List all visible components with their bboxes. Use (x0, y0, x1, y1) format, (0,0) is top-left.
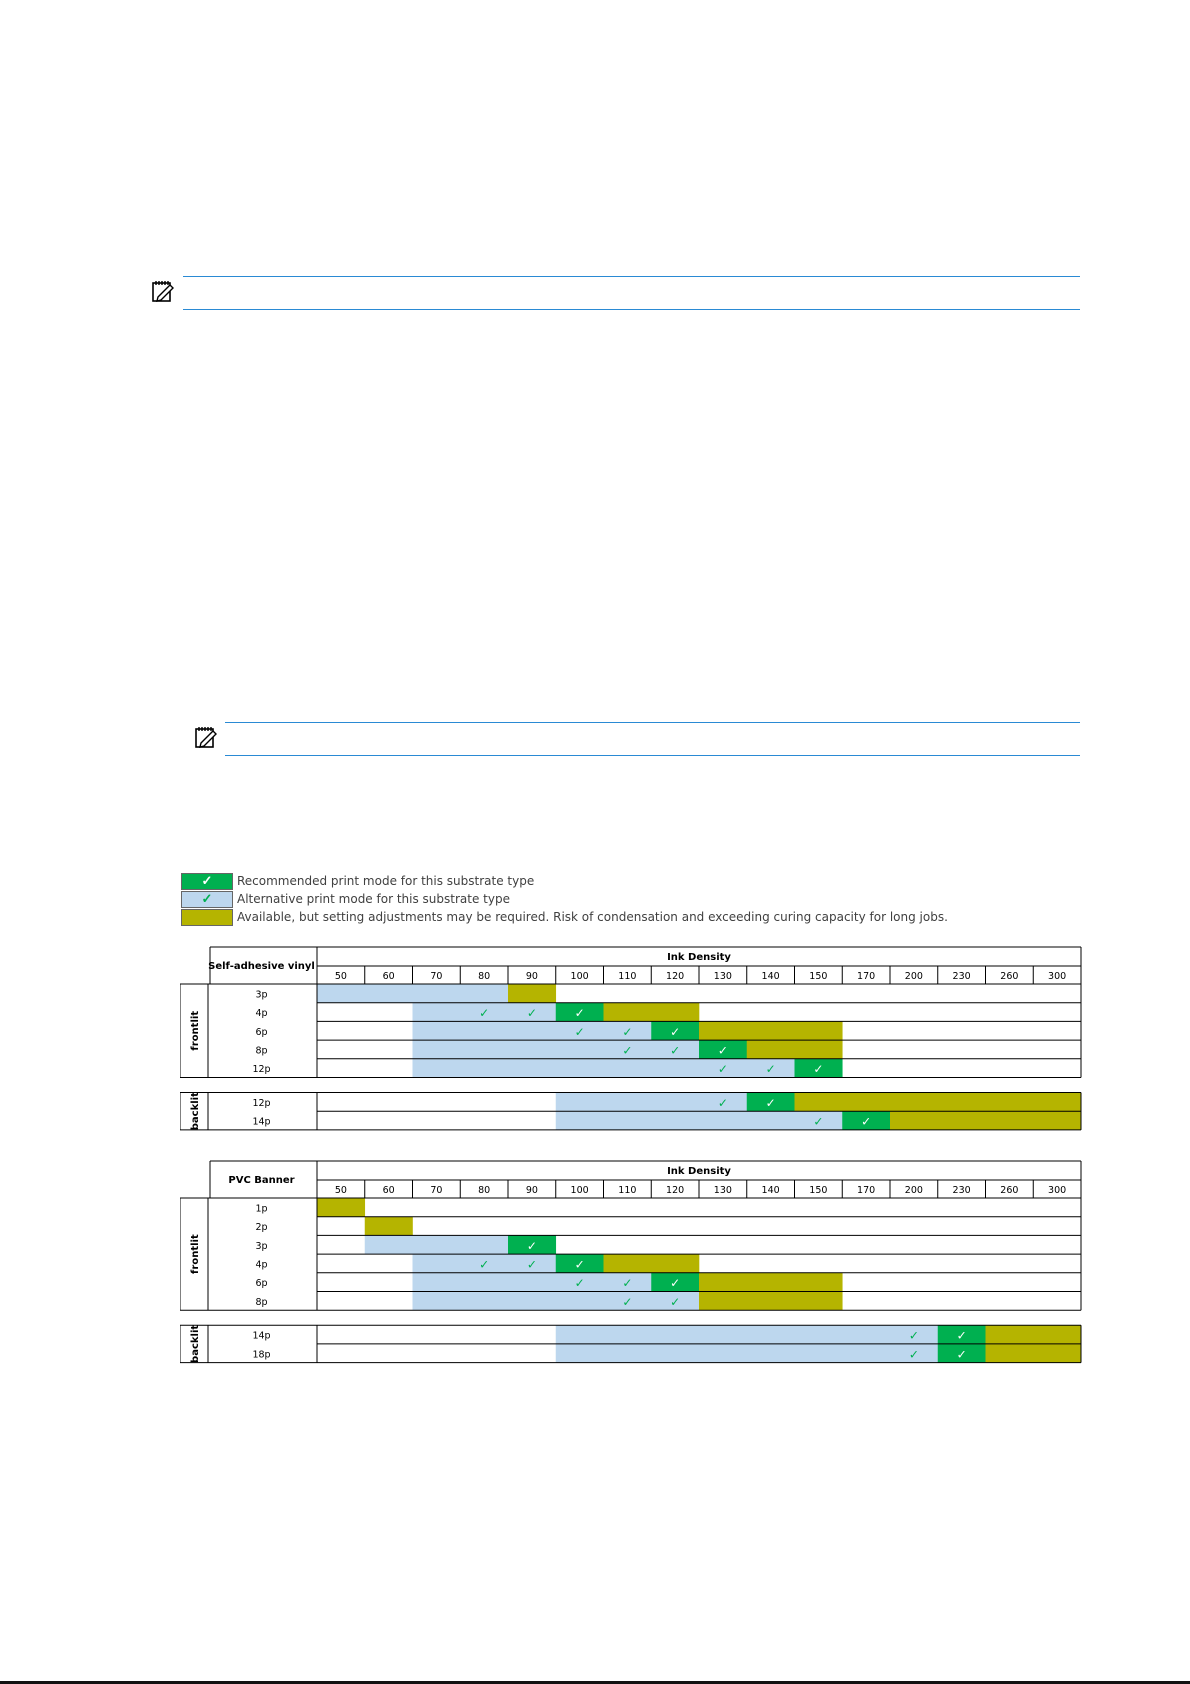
cell-alternative (556, 1325, 604, 1344)
cell-available (651, 1003, 699, 1022)
cell-alternative (365, 1235, 413, 1254)
legend-swatch-alternative (181, 891, 233, 908)
check-icon: ✓ (574, 1024, 585, 1039)
check-icon: ✓ (765, 1095, 776, 1110)
cell-alternative (460, 1292, 508, 1311)
cell-alternative (317, 984, 365, 1003)
legend (181, 872, 948, 926)
legend-label: Available, but setting adjustments may be required. Risk of condensation and exceeding curing capacity for long jobs. (237, 910, 948, 924)
cell-available (842, 1093, 890, 1112)
cell-alternative (556, 1040, 604, 1059)
column-label: 100 (570, 971, 589, 982)
cell-available (1033, 1344, 1081, 1363)
cell-alternative (747, 1325, 795, 1344)
check-icon: ✓ (526, 1257, 537, 1272)
column-label: 80 (478, 1185, 491, 1196)
column-label: 170 (857, 1185, 876, 1196)
cell-alternative (413, 1235, 461, 1254)
cell-alternative (842, 1325, 890, 1344)
cell-alternative (699, 1325, 747, 1344)
column-label: 50 (334, 1185, 347, 1196)
note-callout (183, 276, 1080, 310)
cell-alternative (460, 1273, 508, 1292)
check-icon: ✓ (765, 1062, 776, 1077)
cell-available (699, 1021, 747, 1040)
print-mode-table-pvc-banner (180, 1160, 1085, 1375)
check-icon: ✓ (861, 1114, 872, 1129)
cell-alternative (413, 1021, 461, 1040)
cell-alternative (460, 1021, 508, 1040)
check-icon: ✓ (956, 1347, 967, 1362)
cell-available (795, 1093, 843, 1112)
check-icon: ✓ (574, 1257, 585, 1272)
legend-label: Alternative print mode for this substrate type (237, 892, 510, 906)
column-label: 120 (666, 1185, 685, 1196)
print-mode-label: 14p (252, 1116, 271, 1128)
cell-available (508, 984, 556, 1003)
cell-alternative (365, 984, 413, 1003)
column-label: 130 (713, 971, 732, 982)
cell-available (986, 1111, 1034, 1130)
cell-available (699, 1273, 747, 1292)
print-mode-label: 8p (255, 1045, 268, 1057)
check-icon: ✓ (717, 1043, 728, 1058)
check-icon: ✓ (201, 891, 213, 906)
column-label: 140 (761, 1185, 780, 1196)
cell-alternative (651, 1111, 699, 1130)
cell-alternative (413, 1003, 461, 1022)
legend-swatch-recommended (181, 873, 233, 890)
note-icon (150, 278, 176, 304)
cell-alternative (699, 1111, 747, 1130)
cell-alternative (460, 1059, 508, 1078)
group-label: frontlit (190, 1234, 201, 1274)
legend-row-available (181, 908, 948, 926)
cell-available (986, 1093, 1034, 1112)
substrate-title: Self-adhesive vinyl (208, 961, 315, 972)
cell-alternative (842, 1344, 890, 1363)
column-label: 90 (525, 971, 538, 982)
check-icon: ✓ (813, 1114, 824, 1129)
cell-available (986, 1344, 1034, 1363)
cell-alternative (651, 1344, 699, 1363)
cell-alternative (795, 1325, 843, 1344)
check-icon: ✓ (670, 1024, 681, 1039)
print-mode-table-self-adhesive-vinyl (180, 946, 1085, 1141)
substrate-title: PVC Banner (228, 1175, 295, 1186)
column-label: 150 (809, 1185, 828, 1196)
column-label: 110 (618, 1185, 637, 1196)
cell-alternative (508, 1040, 556, 1059)
note-callout (225, 722, 1080, 756)
cell-available (747, 1292, 795, 1311)
cell-alternative (795, 1344, 843, 1363)
cell-alternative (413, 1273, 461, 1292)
cell-available (795, 1021, 843, 1040)
cell-alternative (460, 1040, 508, 1059)
cell-alternative (604, 1325, 652, 1344)
column-label: 230 (952, 971, 971, 982)
note-icon (193, 724, 219, 750)
cell-alternative (508, 1292, 556, 1311)
cell-alternative (413, 1059, 461, 1078)
check-icon: ✓ (622, 1294, 633, 1309)
check-icon: ✓ (622, 1276, 633, 1291)
cell-alternative (556, 1059, 604, 1078)
cell-available (747, 1021, 795, 1040)
group-label: backlit (190, 1092, 201, 1131)
cell-available (1033, 1111, 1081, 1130)
cell-available (938, 1093, 986, 1112)
cell-available (1033, 1325, 1081, 1344)
column-label: 100 (570, 1185, 589, 1196)
cell-alternative (556, 1093, 604, 1112)
legend-swatch-available (181, 909, 233, 926)
print-mode-label: 12p (252, 1097, 271, 1109)
check-icon: ✓ (201, 873, 213, 888)
cell-alternative (508, 1273, 556, 1292)
check-icon: ✓ (622, 1043, 633, 1058)
check-icon: ✓ (717, 1095, 728, 1110)
column-label: 200 (904, 1185, 923, 1196)
cell-alternative (460, 1235, 508, 1254)
cell-alternative (604, 1093, 652, 1112)
cell-alternative (508, 1059, 556, 1078)
check-icon: ✓ (670, 1294, 681, 1309)
column-label: 300 (1048, 1185, 1067, 1196)
ink-density-header: Ink Density (667, 1166, 731, 1177)
cell-alternative (604, 1344, 652, 1363)
print-mode-label: 12p (252, 1064, 271, 1076)
cell-available (795, 1040, 843, 1059)
check-icon: ✓ (479, 1257, 490, 1272)
print-mode-label: 2p (255, 1222, 268, 1234)
column-label: 70 (430, 971, 443, 982)
legend-label: Recommended print mode for this substrate type (237, 874, 535, 888)
column-label: 120 (666, 971, 685, 982)
cell-available (317, 1198, 365, 1217)
group-label: backlit (190, 1324, 201, 1363)
cell-alternative (747, 1111, 795, 1130)
column-label: 70 (430, 1185, 443, 1196)
check-icon: ✓ (574, 1006, 585, 1021)
column-label: 230 (952, 1185, 971, 1196)
cell-available (604, 1003, 652, 1022)
cell-alternative (413, 1254, 461, 1273)
cell-alternative (604, 1059, 652, 1078)
column-label: 60 (382, 1185, 395, 1196)
print-mode-label: 1p (255, 1203, 268, 1215)
column-label: 300 (1048, 971, 1067, 982)
cell-alternative (413, 1292, 461, 1311)
column-label: 90 (525, 1185, 538, 1196)
cell-available (747, 1273, 795, 1292)
cell-alternative (556, 1344, 604, 1363)
column-label: 50 (334, 971, 347, 982)
legend-row-alternative (181, 890, 948, 908)
check-icon: ✓ (670, 1276, 681, 1291)
cell-available (747, 1040, 795, 1059)
cell-alternative (651, 1325, 699, 1344)
cell-alternative (651, 1093, 699, 1112)
cell-available (890, 1093, 938, 1112)
cell-alternative (413, 984, 461, 1003)
cell-alternative (699, 1344, 747, 1363)
print-mode-label: 4p (255, 1259, 268, 1271)
column-label: 150 (809, 971, 828, 982)
ink-density-header: Ink Density (667, 952, 731, 963)
column-label: 130 (713, 1185, 732, 1196)
cell-alternative (604, 1111, 652, 1130)
check-icon: ✓ (622, 1024, 633, 1039)
print-mode-label: 6p (255, 1026, 268, 1038)
check-icon: ✓ (908, 1347, 919, 1362)
cell-available (365, 1217, 413, 1236)
check-icon: ✓ (479, 1006, 490, 1021)
cell-available (604, 1254, 652, 1273)
print-mode-label: 8p (255, 1296, 268, 1308)
column-label: 60 (382, 971, 395, 982)
column-label: 260 (1000, 1185, 1019, 1196)
cell-available (795, 1292, 843, 1311)
check-icon: ✓ (526, 1238, 537, 1253)
check-icon: ✓ (908, 1328, 919, 1343)
group-label: frontlit (190, 1010, 201, 1051)
cell-available (699, 1292, 747, 1311)
column-label: 260 (1000, 971, 1019, 982)
check-icon: ✓ (813, 1062, 824, 1077)
print-mode-label: 3p (255, 1240, 268, 1252)
print-mode-label: 6p (255, 1278, 268, 1290)
cell-available (795, 1273, 843, 1292)
column-label: 140 (761, 971, 780, 982)
print-mode-label: 3p (255, 989, 268, 1001)
column-label: 170 (857, 971, 876, 982)
legend-row-recommended (181, 872, 948, 890)
cell-alternative (747, 1344, 795, 1363)
cell-alternative (651, 1059, 699, 1078)
cell-available (986, 1325, 1034, 1344)
column-label: 200 (904, 971, 923, 982)
check-icon: ✓ (526, 1006, 537, 1021)
cell-available (890, 1111, 938, 1130)
cell-alternative (556, 1111, 604, 1130)
check-icon: ✓ (574, 1276, 585, 1291)
cell-alternative (413, 1040, 461, 1059)
check-icon: ✓ (956, 1328, 967, 1343)
check-icon: ✓ (717, 1062, 728, 1077)
check-icon: ✓ (670, 1043, 681, 1058)
cell-available (1033, 1093, 1081, 1112)
cell-available (651, 1254, 699, 1273)
column-label: 80 (478, 971, 491, 982)
print-mode-label: 18p (252, 1349, 271, 1361)
cell-alternative (508, 1021, 556, 1040)
column-label: 110 (618, 971, 637, 982)
cell-available (938, 1111, 986, 1130)
cell-alternative (556, 1292, 604, 1311)
print-mode-label: 4p (255, 1008, 268, 1020)
cell-alternative (460, 984, 508, 1003)
print-mode-label: 14p (252, 1330, 271, 1342)
